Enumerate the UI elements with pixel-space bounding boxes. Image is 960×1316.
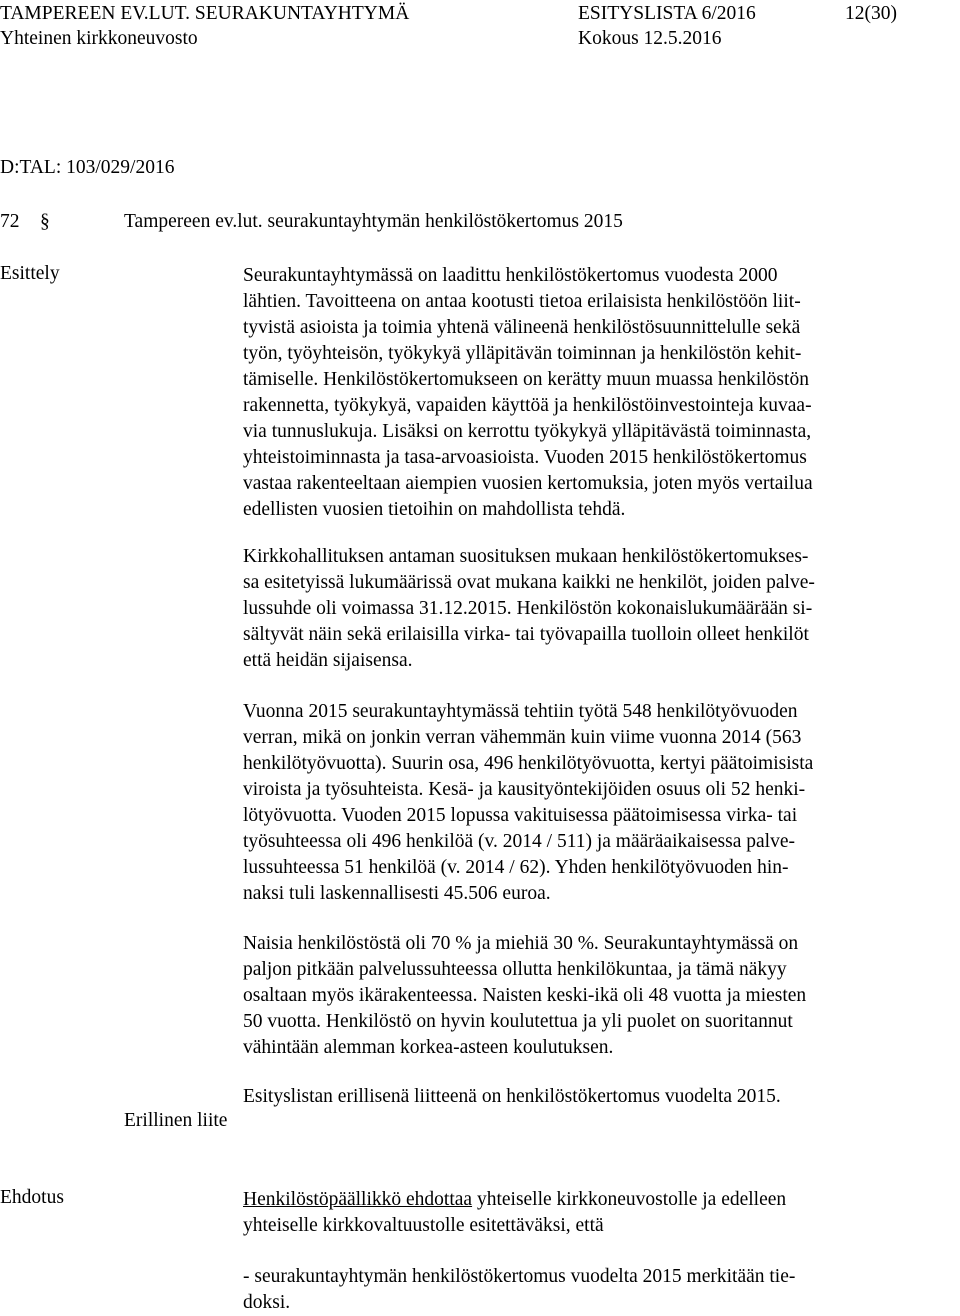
- proposal-line-2: yhteiselle kirkkovaltuustolle esitettäväksi, että: [243, 1215, 604, 1236]
- body-line: verran, mikä on jonkin verran vähemmän kuin viime vuonna 2014 (563: [243, 727, 802, 748]
- body-line: lähtien. Tavoitteena on antaa kootusti tietoa erilaisista henkilöstöön liit-: [243, 291, 801, 312]
- header-page-number: 12(30): [845, 3, 897, 24]
- body-line: Naisia henkilöstöstä oli 70 % ja miehiä 30 %. Seurakuntayhtymässä on: [243, 933, 799, 954]
- body-line: tämiselle. Henkilöstökertomukseen on kerätty muun muassa henkilöstön: [243, 369, 809, 390]
- header-org: TAMPEREEN EV.LUT. SEURAKUNTAYHTYMÄ: [0, 3, 410, 24]
- body-line: Seurakuntayhtymässä on laadittu henkilöstökertomus vuodesta 2000: [243, 265, 778, 286]
- header-agenda: ESITYSLISTA 6/2016: [578, 3, 756, 24]
- body-line: sältyvät näin sekä erilaisilla virka- tai työvapailla tuolloin olleet henkilöt: [243, 624, 809, 645]
- body-line: lötyövuotta. Vuoden 2015 lopussa vakituisessa päätoimisessa virka- tai: [243, 805, 798, 826]
- body-line: että heidän sijaisensa.: [243, 650, 413, 671]
- header-meeting: Kokous 12.5.2016: [578, 28, 722, 49]
- body-line: rakennetta, työkykyä, vapaiden käyttöä ja henkilöstöinvestointeja kuvaa-: [243, 395, 812, 416]
- body-line: lussuhde oli voimassa 31.12.2015. Henkilöstön kokonaislukumäärään si-: [243, 598, 813, 619]
- item-number: 72: [0, 211, 20, 232]
- attachment-label: Erillinen liite: [124, 1110, 228, 1131]
- body-line: via tunnuslukuja. Lisäksi on kerrottu työkykyä ylläpitävästä toiminnasta,: [243, 421, 812, 442]
- item-title: Tampereen ev.lut. seurakuntayhtymän henkilöstökertomus 2015: [124, 211, 623, 232]
- body-line: lussuhteessa 51 henkilöä (v. 2014 / 62). Yhden henkilötyövuoden hin-: [243, 857, 789, 878]
- proposal-label: Ehdotus: [0, 1187, 64, 1208]
- reference-number: D:TAL: 103/029/2016: [0, 157, 175, 178]
- body-line: vastaa rakenteeltaan aiempien vuosien kertomuksia, joten myös vertailua: [243, 473, 813, 494]
- body-line: yhteistoiminnasta ja tasa-arvoasioista. Vuoden 2015 henkilöstökertomus: [243, 447, 807, 468]
- section-sign: §: [40, 211, 50, 232]
- proposal-bullet-line: doksi.: [243, 1292, 291, 1313]
- body-line: henkilötyövuotta). Suurin osa, 496 henkilötyövuotta, kertyi päätoimisista: [243, 753, 814, 774]
- proposer-name: Henkilöstöpäällikkö ehdottaa: [243, 1189, 473, 1210]
- body-line: vähintään alemman korkea-asteen koulutuksen.: [243, 1037, 614, 1058]
- body-line: paljon pitkään palvelussuhteessa ollutta henkilökuntaa, ja tämä näkyy: [243, 959, 787, 980]
- presentation-label: Esittely: [0, 263, 60, 284]
- body-line: työsuhteessa oli 496 henkilöä (v. 2014 / 511) ja määräaikaisessa palve-: [243, 831, 795, 852]
- body-line: tyvistä asioista ja toimia yhtenä välineenä henkilöstösuunnittelulle sekä: [243, 317, 801, 338]
- proposal-line-1: [243, 1187, 786, 1213]
- proposal-text: yhteiselle kirkkoneuvostolle ja edelleen: [472, 1189, 787, 1210]
- body-line: osaltaan myös ikärakenteessa. Naisten keski-ikä oli 48 vuotta ja miesten: [243, 985, 807, 1006]
- body-line: Kirkkohallituksen antaman suosituksen mukaan henkilöstökertomukses-: [243, 546, 809, 567]
- body-line: naksi tuli laskennallisesti 45.506 euroa.: [243, 883, 551, 904]
- body-line: Vuonna 2015 seurakuntayhtymässä tehtiin työtä 548 henkilötyövuoden: [243, 701, 798, 722]
- header-board: Yhteinen kirkkoneuvosto: [0, 28, 198, 49]
- body-line: Esityslistan erillisenä liitteenä on henkilöstökertomus vuodelta 2015.: [243, 1086, 781, 1107]
- body-line: työn, työyhteisön, työkykyä ylläpitävän toiminnan ja henkilöstön kehit-: [243, 343, 802, 364]
- body-line: viroista ja työsuhteista. Kesä- ja kausityöntekijöiden osuus oli 52 henki-: [243, 779, 806, 800]
- body-line: 50 vuotta. Henkilöstö on hyvin koulutettua ja yli puolet on suoritannut: [243, 1011, 793, 1032]
- body-line: sa esitetyissä lukumäärissä ovat mukana kaikki ne henkilöt, joiden palve-: [243, 572, 815, 593]
- proposal-bullet-line: - seurakuntayhtymän henkilöstökertomus vuodelta 2015 merkitään tie-: [243, 1266, 796, 1287]
- body-line: edellisten vuosien tietoihin on mahdollista tehdä.: [243, 499, 626, 520]
